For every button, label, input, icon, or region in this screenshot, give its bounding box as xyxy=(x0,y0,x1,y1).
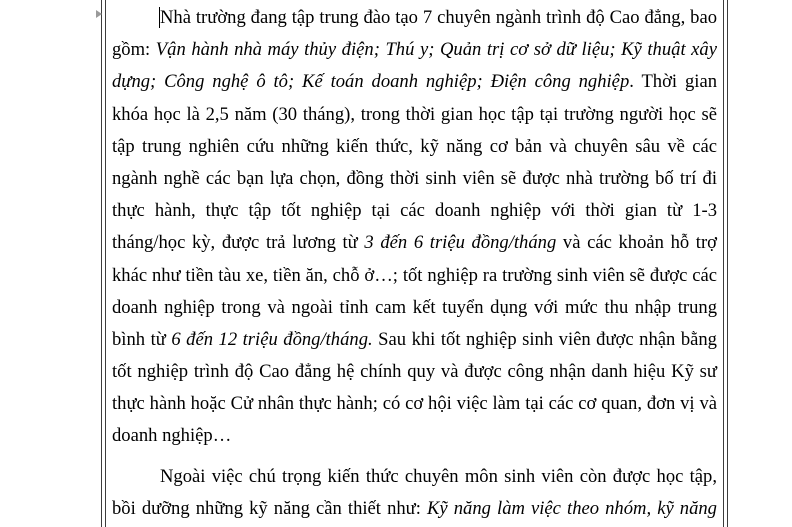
page-border-right-outer xyxy=(727,0,728,527)
text-segment: doanh nghiệp… xyxy=(112,425,232,447)
paragraph-2 xyxy=(112,461,717,525)
text-segment: gồm: xyxy=(112,39,156,61)
text-segment: Sau khi tốt nghiệp sinh viên được nhận bằng xyxy=(372,328,717,350)
text-segment-italic: dựng; Công nghệ ô tô; Kế toán doanh nghiệp; Điện công nghiệp xyxy=(112,71,630,93)
text-segment: . Thời gian xyxy=(629,71,717,93)
text-line xyxy=(112,163,717,195)
text-segment: tháng/học kỳ, được trả lương từ xyxy=(112,232,365,254)
page-border-left-inner xyxy=(105,0,106,527)
text-segment: thực hành hoặc Cử nhân thực hành; có cơ hội việc làm tại các cơ quan, đơn vị và xyxy=(112,393,717,415)
text-line xyxy=(112,260,717,292)
text-line xyxy=(112,131,717,163)
text-segment-italic: Vận hành nhà máy thủy điện; Thú y; Quản trị cơ sở dữ liệu; Kỹ thuật xây xyxy=(155,39,717,61)
page-border-right-inner xyxy=(723,0,724,527)
text-line xyxy=(112,292,717,324)
text-line xyxy=(112,195,717,227)
text-line xyxy=(112,388,717,420)
text-segment: ngành nghề các bạn lựa chọn, đồng thời sinh viên sẽ được nhà trường bố trí đi xyxy=(112,167,717,189)
text-segment: bình từ xyxy=(112,328,172,350)
text-cursor xyxy=(159,7,160,28)
text-line xyxy=(112,66,717,98)
text-segment: tập trung nghiên cứu những kiến thức, kỹ năng cơ bản và chuyên sâu về các xyxy=(112,135,717,157)
text-line xyxy=(112,324,717,356)
text-line xyxy=(112,99,717,131)
text-line xyxy=(112,493,717,525)
text-line xyxy=(112,356,717,388)
text-segment-italic: 6 đến 12 triệu đồng/tháng. xyxy=(171,328,373,350)
text-segment: tốt nghiệp trình độ Cao đẳng hệ chính quy và được công nhận danh hiệu Kỹ sư xyxy=(112,361,717,383)
text-segment: khóa học là 2,5 năm (30 tháng), trong thời gian học tập tại trường người học sẽ xyxy=(112,103,717,125)
text-segment: khác như tiền tàu xe, tiền ăn, chỗ ở…; tốt nghiệp ra trường sinh viên sẽ được các xyxy=(112,264,717,286)
text-line xyxy=(112,420,717,452)
corner-mark-icon xyxy=(96,10,102,18)
text-segment: doanh nghiệp trong và ngoài tỉnh cam kết tuyển dụng với mức thu nhập trung xyxy=(112,296,717,318)
text-segment: bồi dưỡng những kỹ năng cần thiết như: xyxy=(112,497,427,519)
text-segment: thực hành, thực tập tốt nghiệp tại các doanh nghiệp với thời gian từ 1-3 xyxy=(112,200,717,222)
document-body[interactable] xyxy=(112,2,717,525)
text-segment: và các khoản hỗ trợ xyxy=(556,232,717,254)
text-segment-italic: 3 đến 6 triệu đồng/tháng xyxy=(364,232,557,254)
text-segment: Ngoài việc chú trọng kiến thức chuyên môn sinh viên còn được học tập, xyxy=(160,465,717,487)
text-line xyxy=(112,227,717,259)
page-border-left-outer xyxy=(101,0,102,527)
text-line xyxy=(112,34,717,66)
text-line xyxy=(112,2,717,34)
paragraph-1 xyxy=(112,2,717,453)
text-segment-italic: Kỹ năng làm việc theo nhóm, kỹ năng xyxy=(427,497,717,519)
text-line xyxy=(112,461,717,493)
text-segment: Nhà trường đang tập trung đào tạo 7 chuyên ngành trình độ Cao đẳng, bao xyxy=(160,7,717,28)
